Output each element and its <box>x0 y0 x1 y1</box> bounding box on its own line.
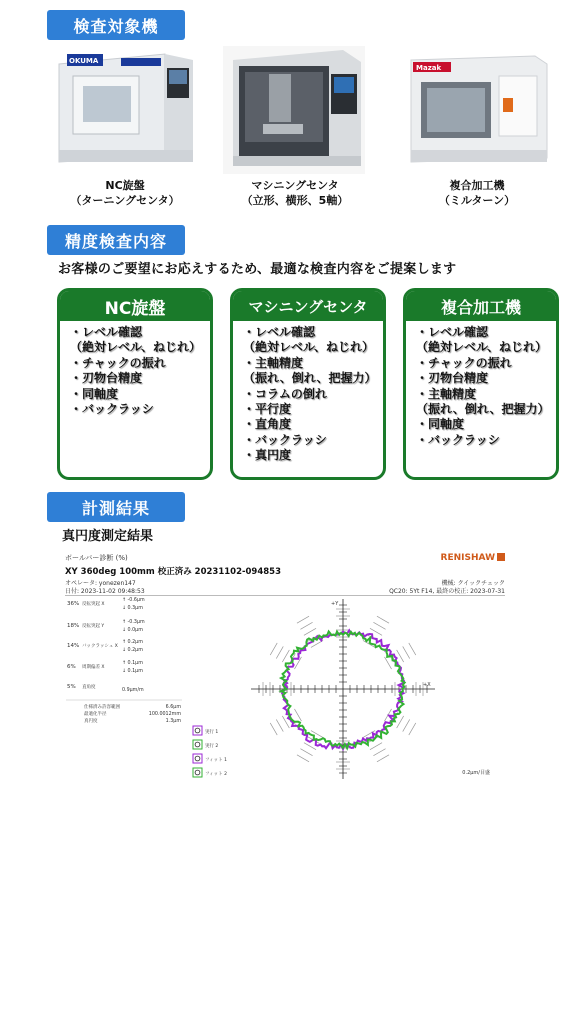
metric-value: ↓ 0.2μm <box>122 648 143 653</box>
metric-percent: 6% <box>67 664 76 670</box>
legend-swatch <box>193 754 202 763</box>
card-item: ・同軸度 <box>416 417 465 432</box>
report-title: ボールバー診断 (%) <box>65 554 128 562</box>
card-item: ・レベル確認 <box>70 325 143 339</box>
plot-scale-label: 0.2μm/目盛 <box>462 770 490 776</box>
metric-percent: 14% <box>67 643 80 649</box>
card-title: NC旋盤 <box>60 291 210 321</box>
legend-label: フィット 1 <box>205 758 227 763</box>
summary-value: 6.6μm <box>165 705 181 710</box>
plot-hatch <box>403 719 410 731</box>
card-item: ・真円度 <box>243 448 292 463</box>
plot-hatch <box>304 743 316 750</box>
machine-caption-multitasking: 複合加工機 （ミルターン） <box>438 179 516 207</box>
summary-value: 100.0012mm <box>148 712 181 717</box>
plot-hatch <box>300 622 312 629</box>
report-qc: QC20: 5Yt F14, 最終の校正: 2023-07-31 <box>389 588 505 595</box>
report-operator: オペレータ: yonezen147 <box>65 580 136 587</box>
metric-value: ↑ -0.6μm <box>122 598 145 603</box>
metric-name: 周期偏差 X <box>82 665 105 670</box>
report-subtitle: XY 360deg 100mm 校正済み 20231102-094853 <box>65 567 282 577</box>
plot-hatch <box>377 755 389 762</box>
summary-label: 最適化半径 <box>84 712 107 717</box>
plot-hatch <box>377 616 389 623</box>
plot-hatch <box>370 743 382 750</box>
card-item: ・主軸精度 <box>416 386 477 401</box>
card-item: ・同軸度 <box>70 386 119 401</box>
y-axis-label: +Y <box>331 601 339 607</box>
legend-swatch <box>193 768 202 777</box>
metric-value: ↑ -0.3μm <box>122 620 145 625</box>
plot-hatch <box>270 643 277 655</box>
report-date: 日付: 2023-11-02 09:48:53 <box>65 588 145 595</box>
card-item: （振れ、倒れ、把握力） <box>243 371 377 386</box>
mazak-logo-text: Mazak <box>416 64 442 72</box>
plot-hatch <box>373 622 385 629</box>
metric-name: 反転突起 Y <box>82 624 105 629</box>
legend-label: 実行 1 <box>205 730 219 735</box>
card-item: ・チャックの振れ <box>416 355 512 370</box>
metric-percent: 36% <box>67 601 80 607</box>
card-item: ・レベル確認 <box>416 325 489 339</box>
card-title: 複合加工機 <box>406 291 556 321</box>
plot-hatch <box>297 616 309 623</box>
metric-value: ↓ 0.3μm <box>122 606 143 611</box>
metric-value: ↑ 0.1μm <box>122 661 143 666</box>
metric-name: 直角度 <box>82 685 96 690</box>
plot-hatch <box>300 749 312 756</box>
machine-caption-lathe: NC旋盤 （ターニングセンタ） <box>70 179 180 207</box>
summary-label: 仕様済み許容範囲 <box>84 705 120 710</box>
legend-label: 実行 2 <box>205 744 219 749</box>
metric-value: ↓ 0.1μm <box>122 669 143 674</box>
card-item: ・バックラッシ <box>416 432 500 447</box>
lead-text: お客様のご要望にお応えするため、最適な検査内容をご提案します <box>58 262 457 277</box>
legend-swatch <box>193 726 202 735</box>
card-title: マシニングセンタ <box>233 291 383 321</box>
plot-hatch <box>373 749 385 756</box>
plot-hatch <box>276 646 283 658</box>
card-item: ・チャックの振れ <box>70 355 166 370</box>
section-tag-accuracy-items: 精度検査内容 <box>47 225 185 255</box>
metric-name: 反転突起 X <box>82 602 105 607</box>
card-item: ・直角度 <box>243 417 292 432</box>
card-item: ・コラムの倒れ <box>243 386 327 401</box>
legend-label: フィット 2 <box>205 772 227 777</box>
plot-hatch <box>403 646 410 658</box>
plot-hatch <box>385 657 392 669</box>
plot-hatch <box>409 723 416 735</box>
result-subtitle: 真円度測定結果 <box>62 529 154 544</box>
card-item: ・刃物台精度 <box>416 371 489 386</box>
plot-hatch <box>311 731 323 738</box>
plot-hatch <box>294 709 301 721</box>
summary-label: 真円度 <box>84 719 98 724</box>
card-item: ・主軸精度 <box>243 355 304 370</box>
report-machine: 機械: クイックチェック <box>441 580 505 587</box>
metric-percent: 5% <box>67 684 76 690</box>
plot-hatch <box>270 723 277 735</box>
card-item: （絶対レベル、ねじれ） <box>416 340 548 355</box>
plot-hatch <box>304 628 316 635</box>
section-tag-results: 計測結果 <box>47 492 185 522</box>
metric-percent: 18% <box>67 623 80 629</box>
card-item: ・平行度 <box>243 402 292 417</box>
plot-hatch <box>409 643 416 655</box>
card-item: ・バックラッシ <box>70 402 154 417</box>
metric-value: ↑ 0.2μm <box>122 640 143 645</box>
plot-hatch <box>397 716 404 728</box>
plot-hatch <box>297 755 309 762</box>
metric-value: ↓ 0.0μm <box>122 628 143 633</box>
x-axis-label: +X <box>423 682 431 688</box>
machine-caption-mc: マシニングセンタ （立形、横形、5軸） <box>241 179 349 207</box>
summary-value: 1.3μm <box>165 719 181 724</box>
card-item: ・レベル確認 <box>243 325 316 339</box>
section-tag-target-machines: 検査対象機 <box>47 10 185 40</box>
legend-swatch <box>193 740 202 749</box>
okuma-logo-text: OKUMA <box>69 57 99 65</box>
card-item: ・バックラッシ <box>243 432 327 447</box>
card-item: （絶対レベル、ねじれ） <box>70 340 202 355</box>
card-item: ・刃物台精度 <box>70 371 143 386</box>
metric-value: 0.9μm/m <box>122 688 144 693</box>
plot-hatch <box>397 650 404 662</box>
plot-hatch <box>282 650 289 662</box>
card-item: （振れ、倒れ、把握力） <box>416 402 550 417</box>
card-item: （絶対レベル、ねじれ） <box>243 340 375 355</box>
metric-name: バックラッシュ X <box>82 644 118 649</box>
renishaw-logo: RENISHAW <box>441 553 505 563</box>
plot-hatch <box>276 719 283 731</box>
